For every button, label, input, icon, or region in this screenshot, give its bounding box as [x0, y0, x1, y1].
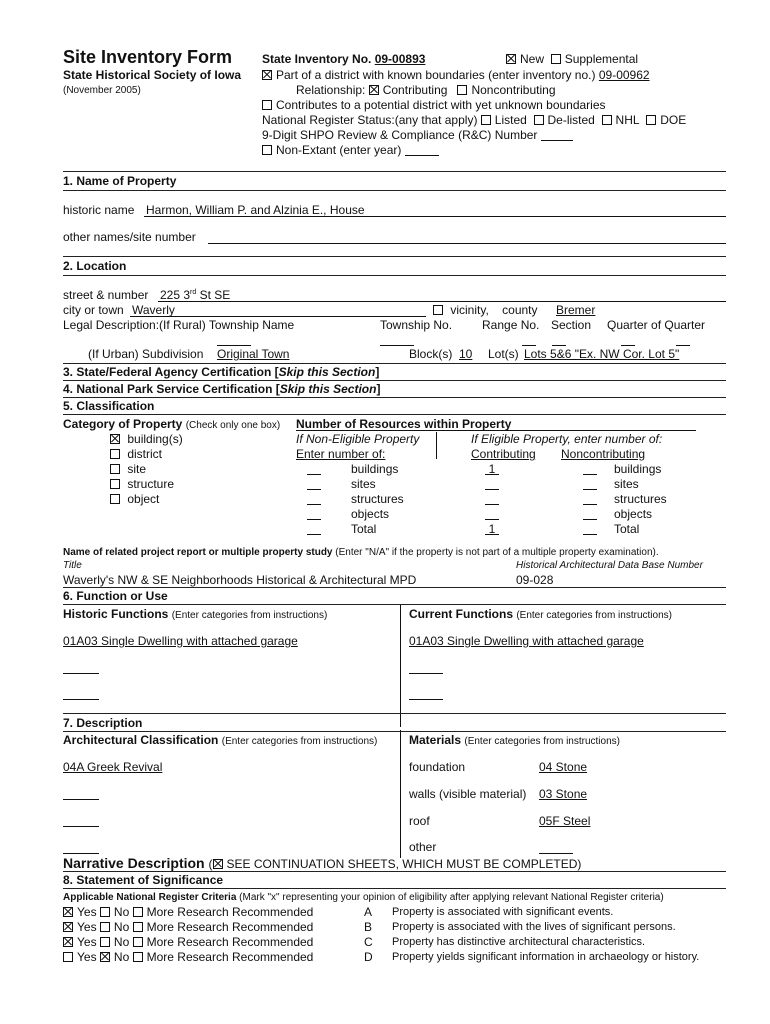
- doe-checkbox[interactable]: [646, 115, 656, 125]
- vicinity-row: vicinity, county: [433, 303, 538, 317]
- building-checkbox[interactable]: [110, 434, 120, 444]
- criteria-row-b: [63, 920, 313, 934]
- roof-label: roof: [409, 814, 430, 828]
- criteria-text: Property is associated with significant events.: [392, 906, 614, 918]
- mps-title[interactable]: Waverly's NW & SE Neighborhoods Historical & Architectural MPD: [63, 573, 417, 587]
- divider: [63, 604, 726, 605]
- more-research-label: More Research Recommended: [146, 905, 314, 919]
- criteria-letter: D: [364, 950, 373, 964]
- criteria-letter: B: [364, 920, 373, 934]
- divider: [63, 713, 726, 714]
- underline: [158, 301, 726, 302]
- section-3-heading: 3. State/Federal Agency Certification [Skip this Section]: [63, 365, 380, 379]
- yes-label: Yes: [77, 935, 97, 949]
- mps-label: Name of related project report or multiple property study (Enter "N/A" if the property is not part of a multiple property examination).: [63, 547, 659, 558]
- category-object: object: [110, 492, 159, 506]
- more-research-checkbox[interactable]: [133, 922, 143, 932]
- yes-checkbox[interactable]: [63, 937, 73, 947]
- nonextant-row: Non-Extant (enter year): [262, 143, 439, 157]
- county-value[interactable]: Bremer: [556, 303, 596, 317]
- object-checkbox[interactable]: [110, 494, 120, 504]
- inventory-number[interactable]: 09-00893: [374, 52, 426, 66]
- underline: [130, 316, 426, 317]
- more-research-checkbox[interactable]: [133, 937, 143, 947]
- category-building: building(s): [110, 432, 183, 446]
- non-eligible-row-label: sites: [351, 477, 376, 491]
- no-label: No: [113, 935, 130, 949]
- non-eligible-row-label: Total: [351, 522, 377, 536]
- column-divider: [400, 730, 401, 858]
- shpo-number-field[interactable]: [541, 129, 573, 141]
- section-4-heading: 4. National Park Service Certification [Skip this Section]: [63, 382, 381, 396]
- noncontributing-structures-field[interactable]: [583, 504, 597, 505]
- non-eligible-objects-field[interactable]: [307, 519, 321, 520]
- quarter-field[interactable]: [621, 345, 635, 346]
- contributing-buildings-field[interactable]: [485, 474, 499, 475]
- contributing-total-field[interactable]: [485, 534, 499, 535]
- township-no-field[interactable]: [380, 345, 414, 346]
- category-site: site: [110, 462, 146, 476]
- current-function-1[interactable]: 01A03 Single Dwelling with attached garage: [409, 634, 644, 648]
- noncontributing-objects-field[interactable]: [583, 519, 597, 520]
- shpo-row: 9-Digit SHPO Review & Compliance (R&C) Number: [262, 128, 573, 142]
- divider: [63, 256, 726, 257]
- blocks-label: Block(s): [409, 347, 453, 361]
- narrative-checkbox[interactable]: [213, 859, 223, 869]
- divider: [63, 380, 726, 381]
- non-eligible-sites-field[interactable]: [307, 489, 321, 490]
- structure-checkbox[interactable]: [110, 479, 120, 489]
- non-eligible-label: If Non-Eligible Property: [296, 432, 420, 446]
- range-no-label: Range No.: [482, 318, 540, 332]
- section-2-heading: 2. Location: [63, 259, 127, 273]
- noncontributing-total-field[interactable]: [583, 534, 597, 535]
- section-field[interactable]: [552, 345, 566, 346]
- yes-label: Yes: [77, 920, 97, 934]
- section-6-heading: 6. Function or Use: [63, 589, 168, 603]
- arch-classification-label: Architectural Classification (Enter categories from instructions): [63, 733, 378, 747]
- subdivision-value[interactable]: Original Town: [217, 347, 290, 361]
- delisted-checkbox[interactable]: [534, 115, 544, 125]
- city-value[interactable]: Waverly: [132, 303, 175, 317]
- new-supplemental: New Supplemental: [506, 52, 638, 66]
- eligible-row-label: Total: [614, 522, 640, 536]
- district-number[interactable]: 09-00962: [598, 68, 650, 82]
- section-7-heading: 7. Description: [63, 716, 143, 730]
- contributing-objects-field[interactable]: [485, 519, 499, 520]
- eligible-row-label: objects: [614, 507, 653, 521]
- current-function-2-field[interactable]: [409, 673, 443, 674]
- no-checkbox[interactable]: [100, 937, 110, 947]
- section-5-heading: 5. Classification: [63, 399, 155, 413]
- section-label: Section: [551, 318, 592, 332]
- historic-function-1[interactable]: 01A03 Single Dwelling with attached garage: [63, 634, 298, 648]
- part-district-checkbox[interactable]: [262, 70, 272, 80]
- walls-label: walls (visible material): [409, 787, 527, 801]
- arch-classification-value[interactable]: 04A Greek Revival: [63, 760, 163, 774]
- more-research-checkbox[interactable]: [133, 952, 143, 962]
- legal-description-label: Legal Description:(If Rural) Township Name: [63, 318, 295, 332]
- nr-status-row: National Register Status:(any that apply) Listed De-listed NHL DOE: [262, 113, 687, 127]
- quarter-label: Quarter of Quarter: [607, 318, 706, 332]
- contributing-structures-field[interactable]: [485, 504, 499, 505]
- criteria-letter: A: [364, 905, 373, 919]
- noncontributing-buildings-field[interactable]: [583, 474, 597, 475]
- historic-functions-label: Historic Functions (Enter categories from instructions): [63, 607, 328, 621]
- section-8-heading: 8. Statement of Significance: [63, 873, 224, 887]
- db-number-label: Historical Architectural Data Base Number: [516, 560, 703, 571]
- arch-classification-3-field[interactable]: [63, 826, 99, 827]
- materials-label: Materials (Enter categories from instructions): [409, 733, 620, 747]
- current-functions-label: Current Functions (Enter categories from instructions): [409, 607, 672, 621]
- eligible-row-label: sites: [614, 477, 639, 491]
- site-checkbox[interactable]: [110, 464, 120, 474]
- divider: [63, 275, 726, 276]
- divider: [63, 731, 726, 732]
- criteria-row-c: [63, 935, 313, 949]
- yes-label: Yes: [77, 905, 97, 919]
- potential-district-row: Contributes to a potential district with yet unknown boundaries: [262, 98, 606, 112]
- roof-value[interactable]: 05F Steel: [539, 814, 591, 828]
- enter-number-label: Enter number of:: [296, 447, 386, 461]
- divider: [63, 587, 726, 588]
- historic-name-value[interactable]: Harmon, William P. and Alzinia E., House: [146, 203, 365, 217]
- criteria-text: Property is associated with the lives of significant persons.: [392, 921, 676, 933]
- underline: [144, 216, 726, 217]
- no-checkbox[interactable]: [100, 907, 110, 917]
- other-names-label: other names/site number: [63, 230, 196, 244]
- non-eligible-total-field[interactable]: [307, 534, 321, 535]
- historic-function-2-field[interactable]: [63, 673, 99, 674]
- divider: [63, 190, 726, 191]
- more-research-label: More Research Recommended: [146, 935, 314, 949]
- non-eligible-structures-field[interactable]: [307, 504, 321, 505]
- historic-function-3-field[interactable]: [63, 699, 99, 700]
- vicinity-checkbox[interactable]: [433, 305, 443, 315]
- district-checkbox[interactable]: [110, 449, 120, 459]
- title-label: Title: [63, 560, 82, 571]
- contributing-total-value[interactable]: 1: [488, 522, 496, 536]
- township-no-label: Township No.: [380, 318, 453, 332]
- contributing-col-label: Contributing: [471, 447, 536, 461]
- quarter-of-quarter-field[interactable]: [676, 345, 690, 346]
- criteria-row-a: [63, 905, 313, 919]
- category-label: Category of Property (Check only one box): [63, 417, 281, 431]
- blocks-value[interactable]: 10: [459, 347, 473, 361]
- criteria-row-d: [63, 950, 313, 964]
- non-eligible-buildings-field[interactable]: [307, 474, 321, 475]
- no-label: No: [113, 950, 130, 964]
- resources-heading: Number of Resources within Property: [296, 417, 512, 431]
- part-district-row: Part of a district with known boundaries (enter inventory no.) 09-00962: [262, 68, 650, 82]
- mps-number[interactable]: 09-028: [516, 573, 554, 587]
- other-names-field[interactable]: [208, 243, 726, 244]
- eligible-label: If Eligible Property, enter number of:: [471, 432, 663, 446]
- category-district: district: [110, 447, 162, 461]
- foundation-label: foundation: [409, 760, 466, 774]
- no-checkbox[interactable]: [100, 952, 110, 962]
- supplemental-checkbox[interactable]: [551, 54, 561, 64]
- urban-subdivision-label: (If Urban) Subdivision: [88, 347, 204, 361]
- township-name-field[interactable]: [217, 345, 251, 346]
- more-research-label: More Research Recommended: [146, 920, 314, 934]
- more-research-checkbox[interactable]: [133, 907, 143, 917]
- yes-label: Yes: [77, 950, 97, 964]
- other-material-label: other: [409, 840, 437, 854]
- column-divider: [436, 432, 437, 459]
- nhl-checkbox[interactable]: [602, 115, 612, 125]
- foundation-value[interactable]: 04 Stone: [539, 760, 588, 774]
- divider: [63, 414, 726, 415]
- city-label: city or town: [63, 303, 124, 317]
- yes-checkbox[interactable]: [63, 922, 73, 932]
- non-eligible-row-label: structures: [351, 492, 404, 506]
- historic-name-label: historic name: [63, 203, 135, 217]
- criteria-text: Property yields significant information in archaeology or history.: [392, 951, 700, 963]
- form-date: (November 2005): [63, 85, 141, 96]
- inventory-number-label: State Inventory No. 09-00893: [262, 52, 426, 66]
- eligible-row-label: buildings: [614, 462, 662, 476]
- form-title: Site Inventory Form: [63, 47, 233, 67]
- potential-district-checkbox[interactable]: [262, 100, 272, 110]
- listed-checkbox[interactable]: [481, 115, 491, 125]
- noncontributing-sites-field[interactable]: [583, 489, 597, 490]
- non-eligible-row-label: objects: [351, 507, 390, 521]
- street-label: street & number: [63, 288, 149, 302]
- eligible-row-label: structures: [614, 492, 667, 506]
- criteria-letter: C: [364, 935, 373, 949]
- non-eligible-row-label: buildings: [351, 462, 399, 476]
- criteria-text: Property has distinctive architectural characteristics.: [392, 936, 646, 948]
- divider: [63, 363, 726, 364]
- category-structure: structure: [110, 477, 174, 491]
- arch-classification-4-field[interactable]: [63, 853, 99, 854]
- noncontributing-col-label: Noncontributing: [561, 447, 646, 461]
- contributing-buildings-value[interactable]: 1: [488, 462, 496, 476]
- column-divider: [400, 605, 401, 727]
- lots-label: Lot(s): [488, 347, 519, 361]
- yes-checkbox[interactable]: [63, 907, 73, 917]
- walls-value[interactable]: 03 Stone: [539, 787, 588, 801]
- range-no-field[interactable]: [522, 345, 536, 346]
- org-name: State Historical Society of Iowa: [63, 68, 242, 82]
- divider: [63, 871, 726, 872]
- contributing-sites-field[interactable]: [485, 489, 499, 490]
- contributing-checkbox[interactable]: [369, 85, 379, 95]
- no-label: No: [113, 905, 130, 919]
- divider: [63, 171, 726, 172]
- yes-checkbox[interactable]: [63, 952, 73, 962]
- street-value[interactable]: 225 3rd St SE: [160, 288, 231, 302]
- nonextant-year-field[interactable]: [405, 144, 439, 156]
- noncontributing-checkbox[interactable]: [457, 85, 467, 95]
- section-1-heading: 1. Name of Property: [63, 174, 177, 188]
- no-label: No: [113, 920, 130, 934]
- divider: [63, 397, 726, 398]
- criteria-label: Applicable National Register Criteria (Mark "x" representing your opinion of eligibility after applying relevant National Register criteria): [63, 892, 664, 903]
- divider: [63, 888, 726, 889]
- more-research-label: More Research Recommended: [146, 950, 314, 964]
- arch-classification-2-field[interactable]: [63, 799, 99, 800]
- underline: [296, 430, 696, 431]
- current-function-3-field[interactable]: [409, 699, 443, 700]
- lots-value[interactable]: Lots 5&6 "Ex. NW Cor. Lot 5": [524, 347, 680, 361]
- new-checkbox[interactable]: [506, 54, 516, 64]
- no-checkbox[interactable]: [100, 922, 110, 932]
- nonextant-checkbox[interactable]: [262, 145, 272, 155]
- relationship-row: Relationship: Contributing Noncontributing: [296, 83, 556, 97]
- narrative-row: Narrative Description ( SEE CONTINUATION SHEETS, WHICH MUST BE COMPLETED): [63, 855, 582, 871]
- other-material-field[interactable]: [539, 853, 573, 854]
